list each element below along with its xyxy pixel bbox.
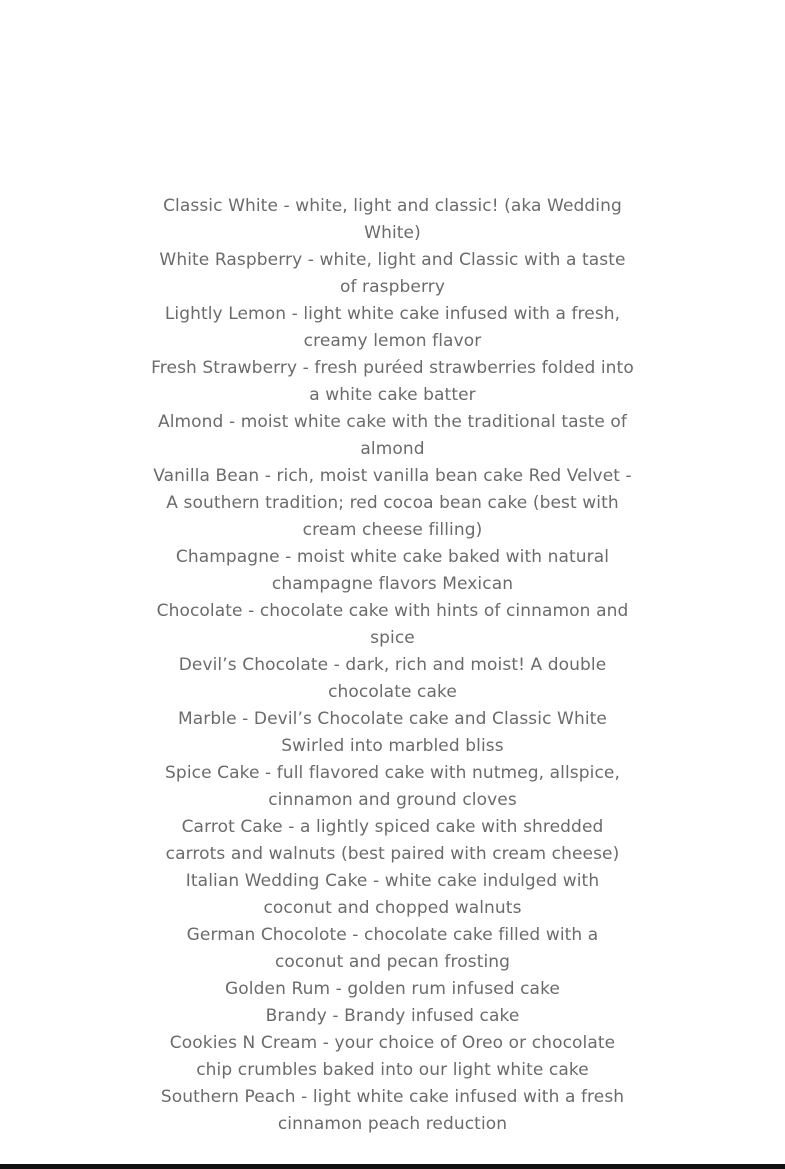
cake-flavor-list: [150, 193, 635, 1138]
flavor-brandy: Brandy - Brandy infused cake: [265, 1006, 520, 1026]
flavor-german-chocolate: German Chocolote - chocolate cake filled with a coconut and pecan frosting: [186, 925, 599, 972]
flavor-champagne: Champagne - moist white cake baked with natural champagne flavors Mexican: [175, 547, 610, 594]
flavor-classic-white: Classic White - white, light and classic! (aka Wedding White): [163, 196, 622, 243]
bottom-divider: [0, 1164, 785, 1169]
flavor-mexican-chocolate: Chocolate - chocolate cake with hints of cinnamon and spice: [156, 601, 629, 648]
flavor-fresh-strawberry: Fresh Strawberry - fresh puréed strawberries folded into a white cake batter: [151, 358, 634, 405]
flavor-vanilla-bean-red-velvet: Vanilla Bean - rich, moist vanilla bean cake Red Velvet - A southern tradition; red cocoa bean cake (best with cream cheese filling): [153, 466, 632, 540]
flavor-golden-rum: Golden Rum - golden rum infused cake: [225, 979, 560, 999]
flavor-almond: Almond - moist white cake with the traditional taste of almond: [157, 412, 628, 459]
flavor-white-raspberry: White Raspberry - white, light and Classic with a taste of raspberry: [159, 250, 626, 297]
flavor-carrot-cake: Carrot Cake - a lightly spiced cake with shredded carrots and walnuts (best paired with cream cheese): [165, 817, 620, 864]
flavor-spice-cake: Spice Cake - full flavored cake with nutmeg, allspice, cinnamon and ground cloves: [165, 763, 620, 810]
flavor-devils-chocolate: Devil’s Chocolate - dark, rich and moist! A double chocolate cake: [178, 655, 607, 702]
flavor-lightly-lemon: Lightly Lemon - light white cake infused with a fresh, creamy lemon flavor: [164, 304, 621, 351]
flavor-cookies-n-cream: Cookies N Cream - your choice of Oreo or chocolate chip crumbles baked into our light white cake: [169, 1033, 616, 1080]
flavor-southern-peach: Southern Peach - light white cake infused with a fresh cinnamon peach reduction: [160, 1087, 625, 1134]
flavor-marble: Marble - Devil’s Chocolate cake and Classic White Swirled into marbled bliss: [178, 709, 607, 756]
flavor-italian-wedding-cake: Italian Wedding Cake - white cake indulged with coconut and chopped walnuts: [185, 871, 600, 918]
